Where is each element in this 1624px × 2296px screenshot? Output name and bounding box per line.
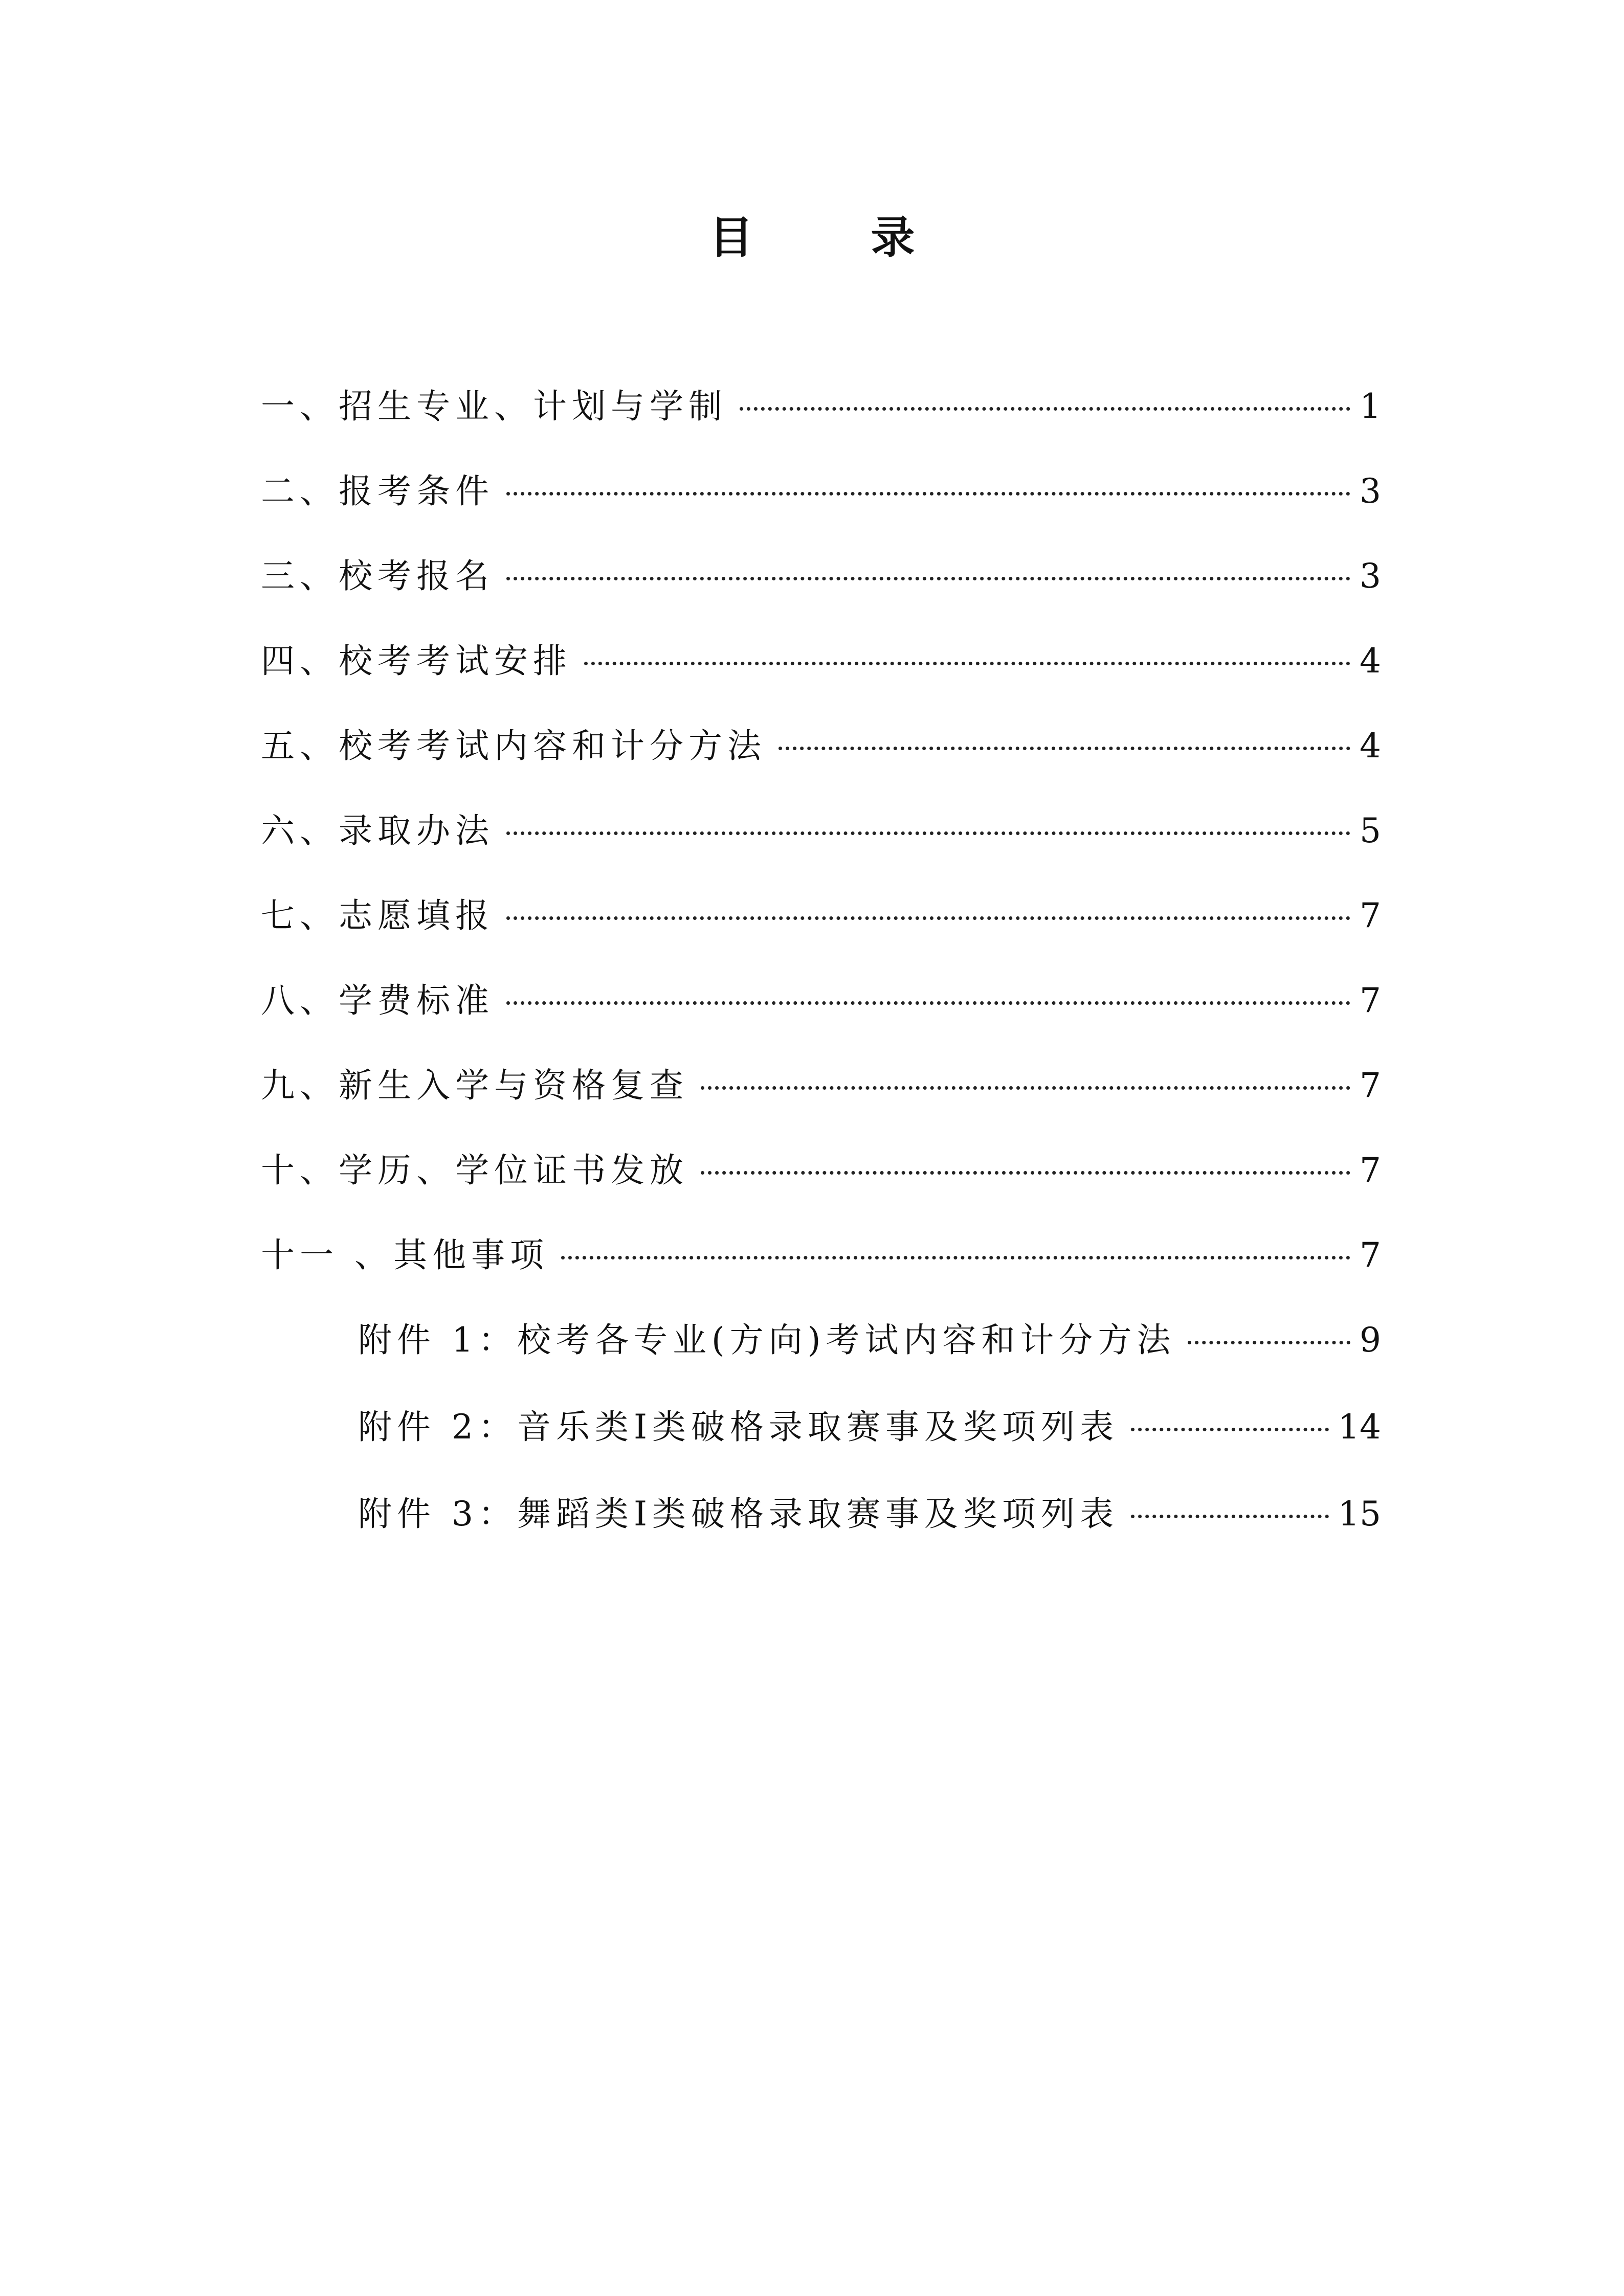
toc-entry-page: 4	[1360, 726, 1381, 766]
toc-entry-label: 一、招生专业、计划与学制	[261, 387, 727, 426]
toc-entry-8[interactable]	[261, 975, 1381, 1060]
toc-dot-leader	[506, 831, 1350, 835]
toc-entry-page: 7	[1360, 1235, 1381, 1275]
toc-entry-label: 八、学费标准	[261, 981, 494, 1020]
toc-title: 目 录	[709, 212, 966, 263]
toc-entry-page: 5	[1360, 811, 1381, 850]
toc-entry-label: 三、校考报名	[261, 556, 494, 596]
toc-entry-1[interactable]	[261, 381, 1381, 466]
toc-entry-page: 7	[1360, 1151, 1381, 1190]
toc-entry-9[interactable]	[261, 1060, 1381, 1145]
toc-entry-page: 7	[1360, 1066, 1381, 1105]
toc-dot-leader	[506, 577, 1350, 580]
toc-entry-page: 7	[1360, 896, 1381, 935]
toc-entry-label: 附件 1：校考各专业(方向)考试内容和计分方法	[358, 1320, 1176, 1360]
toc-dot-leader	[584, 662, 1350, 665]
toc-entry-page: 3	[1360, 556, 1381, 596]
toc-entry-6[interactable]	[261, 805, 1381, 890]
toc-entry-2[interactable]	[261, 466, 1381, 551]
toc-entry-label: 十、学历、学位证书发放	[261, 1151, 688, 1190]
toc-dot-leader	[506, 492, 1350, 496]
toc-entry-label: 二、报考条件	[261, 471, 494, 511]
toc-entry-page: 15	[1338, 1494, 1381, 1534]
toc-appendix-1[interactable]	[261, 1315, 1381, 1402]
toc-entry-7[interactable]	[261, 890, 1381, 975]
toc-entry-page: 1	[1360, 387, 1381, 426]
toc-entry-page: 14	[1338, 1407, 1381, 1447]
toc-entry-10[interactable]	[261, 1145, 1381, 1230]
toc-entry-page: 7	[1360, 981, 1381, 1020]
toc-appendix-2[interactable]	[261, 1402, 1381, 1489]
toc-entry-label: 附件 3：舞蹈类Ⅰ类破格录取赛事及奖项列表	[358, 1494, 1119, 1534]
toc-entry-label: 七、志愿填报	[261, 896, 494, 935]
toc-dot-leader	[506, 1001, 1350, 1005]
toc-dot-leader	[506, 916, 1350, 920]
toc-dot-leader	[1188, 1341, 1350, 1344]
toc-entry-page: 9	[1360, 1320, 1381, 1360]
toc-entry-label: 十一 、其他事项	[261, 1235, 549, 1275]
toc-entry-label: 附件 2：音乐类Ⅰ类破格录取赛事及奖项列表	[358, 1407, 1119, 1447]
toc-dot-leader	[1131, 1428, 1329, 1431]
toc-entry-label: 六、录取办法	[261, 811, 494, 850]
toc-dot-leader	[701, 1086, 1350, 1090]
toc-entry-label: 四、校考考试安排	[261, 641, 572, 681]
toc-entry-label: 五、校考考试内容和计分方法	[261, 726, 766, 766]
table-of-contents	[261, 381, 1381, 1575]
toc-dot-leader	[740, 407, 1350, 411]
toc-entry-5[interactable]	[261, 721, 1381, 805]
toc-entry-3[interactable]	[261, 551, 1381, 636]
toc-entry-label: 九、新生入学与资格复查	[261, 1066, 688, 1105]
toc-entry-4[interactable]	[261, 636, 1381, 721]
toc-dot-leader	[701, 1171, 1350, 1175]
toc-dot-leader	[778, 747, 1350, 750]
toc-dot-leader	[561, 1256, 1350, 1259]
toc-dot-leader	[1131, 1515, 1329, 1518]
toc-entry-page: 3	[1360, 471, 1381, 511]
toc-entry-11[interactable]	[261, 1230, 1381, 1315]
toc-entry-page: 4	[1360, 641, 1381, 681]
toc-appendix-3[interactable]	[261, 1489, 1381, 1575]
